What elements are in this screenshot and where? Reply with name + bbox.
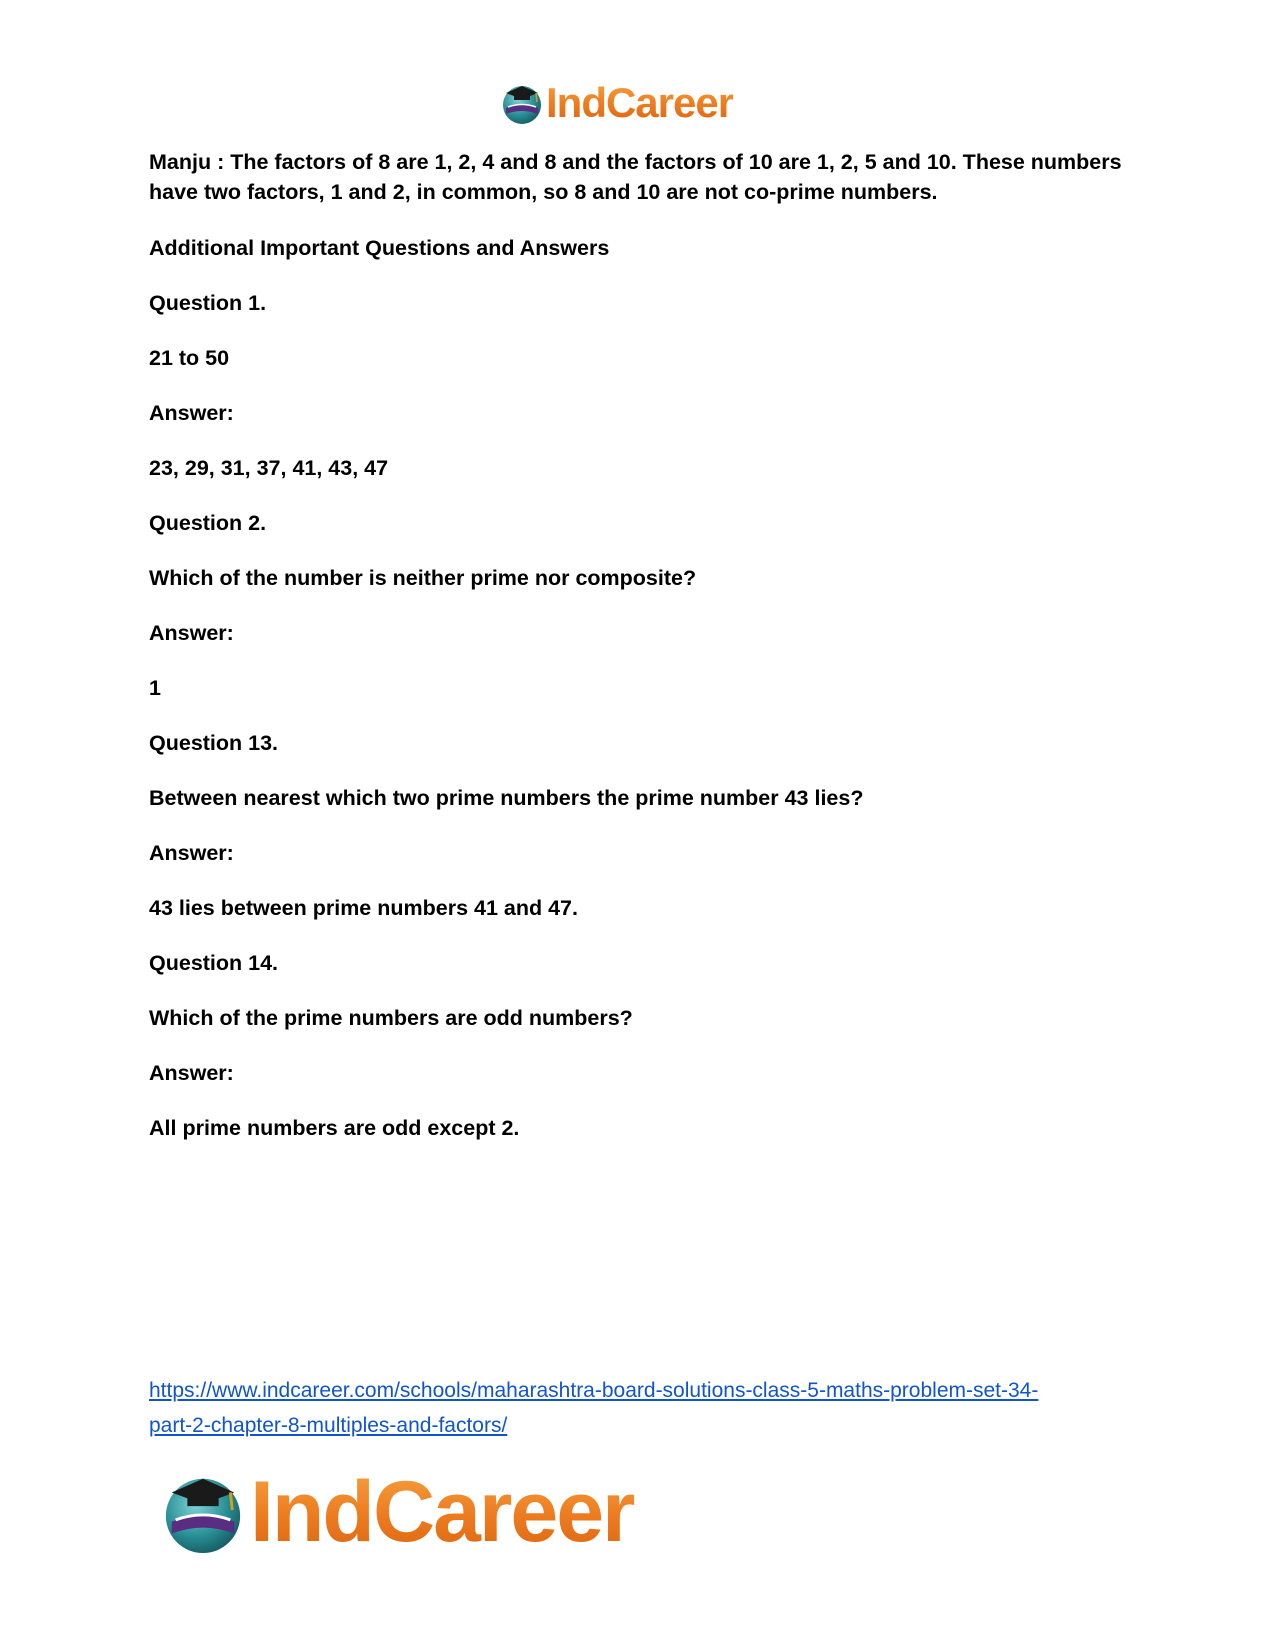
answer-text: 23, 29, 31, 37, 41, 43, 47 xyxy=(149,456,389,480)
question-text: 21 to 50 xyxy=(149,346,230,370)
document-body xyxy=(149,147,1139,1168)
question-text: Which of the number is neither prime nor composite? xyxy=(149,566,697,590)
answer-text: 43 lies between prime numbers 41 and 47. xyxy=(149,896,578,920)
graduation-globe-icon xyxy=(160,1469,246,1555)
question-text: Which of the prime numbers are odd numbers? xyxy=(149,1006,633,1030)
source-link[interactable] xyxy=(149,1373,1139,1443)
source-link-line2: part-2-chapter-8-multiples-and-factors/ xyxy=(149,1414,508,1437)
intro-paragraph: Manju : The factors of 8 are 1, 2, 4 and 8 and the factors of 10 are 1, 2, 5 and 10. These numbers have two factors, 1 and 2, in common, so 8 and 10 are not co-prime numbers. xyxy=(149,150,1122,204)
qa-section xyxy=(149,233,1139,1143)
answer-label: Answer: xyxy=(149,621,234,645)
answer-label: Answer: xyxy=(149,1061,234,1085)
answer-label: Answer: xyxy=(149,841,234,865)
answer-label: Answer: xyxy=(149,401,234,425)
logo-wordmark: IndCareer xyxy=(250,1463,634,1560)
question-text: Between nearest which two prime numbers the prime number 43 lies? xyxy=(149,786,864,810)
logo-wordmark: IndCareer xyxy=(546,79,734,126)
footer-logo xyxy=(160,1462,634,1562)
question-label: Question 1. xyxy=(149,291,267,315)
graduation-globe-icon xyxy=(500,81,544,125)
answer-text: 1 xyxy=(149,676,161,700)
header-logo xyxy=(500,78,733,128)
answer-text: All prime numbers are odd except 2. xyxy=(149,1116,520,1140)
source-link-line1: https://www.indcareer.com/schools/maharashtra-board-solutions-class-5-maths-problem-set-34- xyxy=(149,1379,1039,1402)
section-title: Additional Important Questions and Answers xyxy=(149,236,610,260)
question-label: Question 2. xyxy=(149,511,267,535)
question-label: Question 13. xyxy=(149,731,279,755)
question-label: Question 14. xyxy=(149,951,279,975)
